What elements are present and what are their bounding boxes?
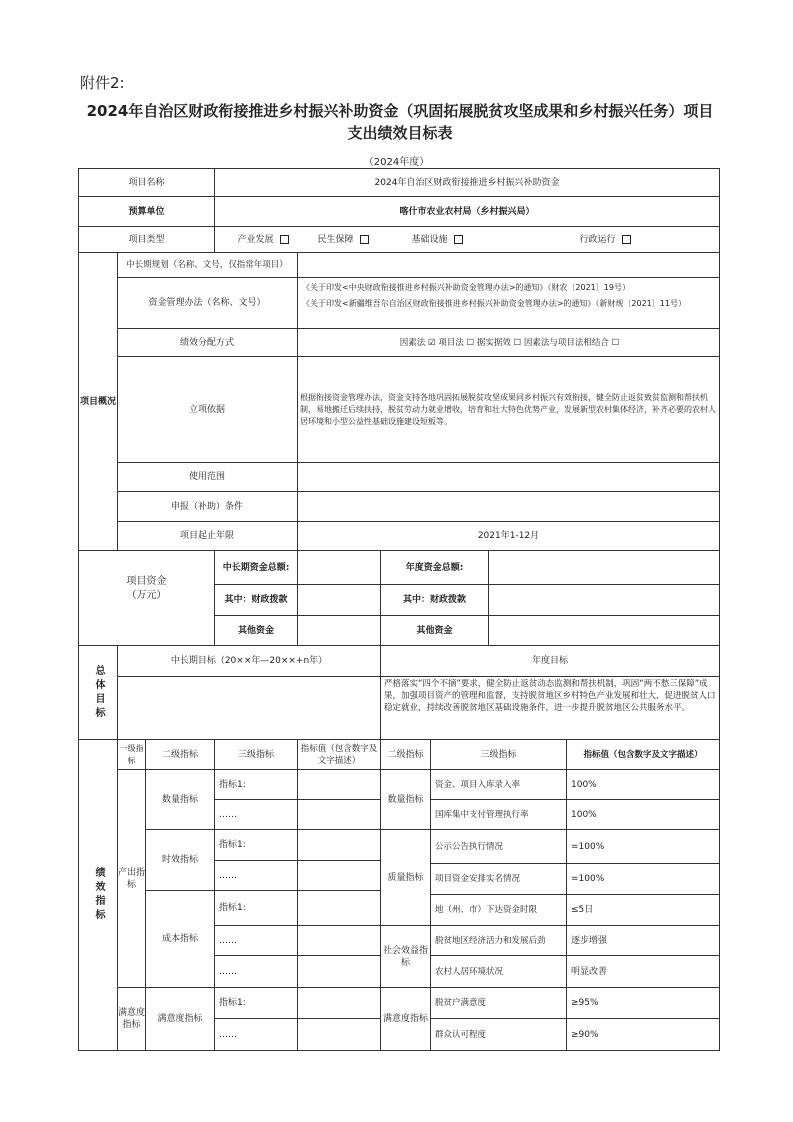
hdr-value: 指标值（包含数字及文字描述）	[300, 743, 378, 766]
hdr-level3: 三级指标	[237, 749, 274, 760]
satisfaction-label: 满意度指标	[118, 1008, 146, 1030]
right-row-value: 逐步增强	[571, 935, 608, 946]
attachment-label: 附件2:	[80, 74, 125, 92]
project-name-label: 项目名称	[128, 177, 165, 188]
right-row-name: 项目资金安排实名情况	[435, 874, 521, 884]
page-title: 2024年自治区财政衔接推进乡村振兴补助资金（巩固拓展脱贫攻坚成果和乡村振兴任务）项目	[86, 102, 714, 120]
alloc-value[interactable]: 因素法 ☑ 项目法 ☐ 据实据效 ☐ 因素法与项目法相结合 ☐	[399, 337, 620, 348]
right-row-value: ≥95%	[571, 998, 599, 1008]
left-group-timeliness: 时效指标	[161, 855, 198, 865]
year-note: （2024年度）	[363, 157, 430, 168]
hdr-right-level3: 三级指标	[480, 749, 517, 760]
hdr-level2: 二级指标	[161, 749, 198, 760]
left-indicator-1: 指标1:	[219, 779, 246, 790]
type-option-admin[interactable]: 行政运行	[570, 227, 640, 252]
mid-goal-header: 中长期目标（20××年—20××+n年）	[170, 656, 328, 666]
left-indicator-1: 指标1:	[219, 998, 246, 1008]
hdr-right-level2: 二级指标	[387, 749, 424, 760]
checkbox-admin[interactable]	[622, 235, 631, 244]
right-row-value: =100%	[571, 841, 605, 852]
right-row-name: 脱贫户满意度	[435, 998, 487, 1008]
hdr-right-value: 指标值（包含数字及文字描述）	[583, 749, 703, 760]
page-subtitle: 支出绩效目标表	[347, 124, 453, 142]
year-goal-header: 年度目标	[531, 656, 568, 666]
period-value: 2021年1-12月	[477, 531, 540, 541]
project-name-value: 2024年自治区财政衔接推进乡村振兴补助资金	[374, 177, 560, 188]
right-row-name: 群众认可程度	[435, 1029, 487, 1040]
right-row-value: 明显改善	[571, 966, 608, 977]
basis-value: 根据衔接资金管理办法，资金支持各地巩固拓展脱贫攻坚成果同乡村振兴有效衔接，健全防止返贫致贫监测和帮扶机制，易地搬迁后续扶持，脱贫劳动力就业增收，培育和壮大特色优势产业，发展新型农村集体经济，补齐必要的农村人居环境和小型公益性基础设施建设短板等。	[300, 393, 716, 426]
checkbox-industry[interactable]	[280, 235, 289, 244]
alloc-label: 绩效分配方式	[179, 337, 234, 348]
right-row-value: ≥90%	[571, 1029, 599, 1040]
year-goal-text: 严格落实“四个不摘”要求，健全防止返贫动态监测和帮扶机制，巩固“两不愁三保障”成果，加强项目资产的管理和监督，支持脱贫地区乡村特色产业发展和壮大，促进脱贫人口稳定就业，持续改善脱贫地区基础设施条件，进一步提升脱贫地区公共服务水平。	[384, 679, 716, 713]
overview-label: 项目概况	[79, 396, 116, 407]
right-row-value: 100%	[571, 809, 597, 820]
left-indicator-1: 指标1:	[219, 840, 246, 850]
year-other-label: 其他资金	[416, 625, 453, 636]
left-group-satisfaction: 满意度指标	[157, 1014, 203, 1024]
scope-label: 使用范围	[188, 472, 225, 482]
right-row-name: 地（州、市）下达资金时限	[435, 905, 538, 915]
checkbox-livelihood[interactable]	[360, 235, 369, 244]
right-row-name: 国库集中支付管理执行率	[435, 809, 529, 820]
output-label: 产出指标	[118, 867, 146, 890]
right-group-social: 社会效益指标	[382, 945, 428, 968]
left-indicator-dots: ……	[219, 935, 237, 946]
fund-mgmt-line-2: 《关于印发<新疆维吾尔自治区财政衔接推进乡村振兴补助资金管理办法>的通知》（新财规〔2021〕11号）	[302, 299, 686, 308]
budget-unit-value: 喀什市农业农村局（乡村振兴局）	[399, 206, 535, 217]
fund-mgmt-line-1: 《关于印发<中央财政衔接推进乡村振兴补助资金管理办法>的通知》（财农〔2021〕19号）	[302, 283, 630, 292]
right-row-value: =100%	[571, 874, 605, 884]
right-row-name: 公示公告执行情况	[435, 841, 504, 852]
right-group-quantity: 数量指标	[387, 794, 424, 805]
basis-label: 立项依据	[188, 404, 225, 415]
right-row-value: ≤5日	[571, 905, 594, 915]
left-indicator-dots: ……	[219, 809, 237, 820]
budget-unit-label: 预算单位	[128, 206, 165, 217]
type-option-industry[interactable]: 产业发展	[228, 227, 298, 252]
right-group-satisfaction: 满意度指标	[382, 1014, 428, 1024]
year-fiscal-label: 其中：财政拨款	[402, 595, 466, 605]
left-indicator-dots: ……	[219, 966, 237, 977]
apply-label: 申报（补助）条件	[170, 501, 243, 512]
left-indicator-dots: ……	[219, 1029, 237, 1040]
type-option-infrastructure[interactable]: 基础设施	[402, 227, 472, 252]
mid-total-label: 中长期资金总额:	[222, 562, 290, 573]
mid-fiscal-label: 其中：财政拨款	[224, 595, 288, 605]
funds-unit: （万元）	[126, 590, 167, 601]
funds-label: 项目资金	[126, 576, 167, 587]
year-total-label: 年度资金总额:	[405, 562, 464, 573]
goals-label: 总体目标	[93, 664, 104, 721]
fund-mgmt-label: 资金管理办法（名称、文号）	[148, 298, 266, 308]
right-group-quality: 质量指标	[387, 872, 424, 883]
period-label: 项目起止年限	[179, 531, 234, 541]
indicators-label: 绩效指标	[93, 867, 104, 923]
left-indicator-1: 指标1:	[219, 903, 246, 913]
right-row-name: 资金、项目入库录入率	[435, 779, 521, 790]
mid-plan-label: 中长期规划（名称、文号，仅指常年项目）	[126, 260, 288, 270]
right-row-value: 100%	[571, 779, 597, 790]
checkbox-infrastructure[interactable]	[454, 235, 463, 244]
mid-other-label: 其他资金	[237, 625, 274, 636]
hdr-level1: 一级指标	[119, 743, 144, 765]
left-indicator-dots: ……	[219, 870, 237, 881]
left-group-cost: 成本指标	[161, 934, 198, 944]
type-option-livelihood[interactable]: 民生保障	[308, 227, 378, 252]
right-row-name: 脱贫地区经济活力和发展后劲	[435, 935, 546, 946]
right-row-name: 农村人居环境状况	[435, 966, 504, 977]
project-type-label: 项目类型	[128, 234, 165, 245]
left-group-quantity: 数量指标	[161, 794, 198, 805]
